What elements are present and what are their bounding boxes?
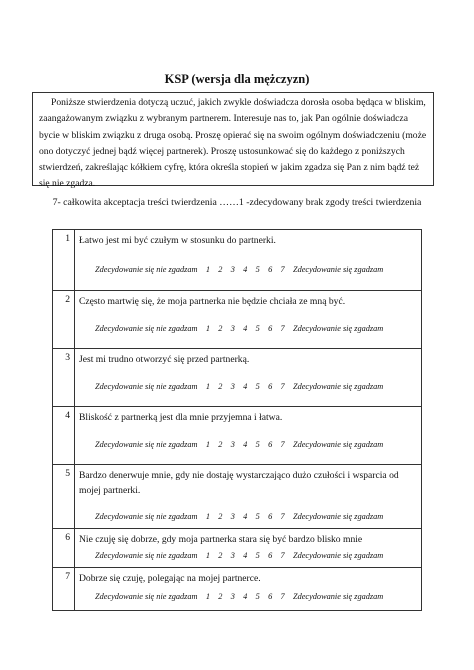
document-title: KSP (wersja dla mężczyzn) [164,72,310,86]
item-cell [75,349,422,407]
response-scale[interactable]: Zdecydowanie się nie zgadzam 1 2 3 4 5 6 7 Zdecydowanie się zgadzam [95,265,384,274]
item-statement: Bardzo denerwuje mnie, gdy nie dostaję wystarczająco dużo czułości i wsparcia od mojej partnerki. [79,470,399,496]
item-statement: Łatwo jest mi być czułym w stosunku do partnerki. [79,235,276,246]
response-scale[interactable]: Zdecydowanie się nie zgadzam 1 2 3 4 5 6 7 Zdecydowanie się zgadzam [95,324,384,333]
response-scale[interactable]: Zdecydowanie się nie zgadzam 1 2 3 4 5 6 7 Zdecydowanie się zgadzam [95,592,384,601]
table-row [53,291,422,349]
item-statement: Jest mi trudno otworzyć się przed partnerką. [79,354,250,365]
table-row [53,568,422,611]
item-statement: Nie czuję się dobrze, gdy moja partnerka stara się być bardzo blisko mnie [79,534,363,545]
item-number: 4 [53,407,75,465]
item-statement: Bliskość z partnerką jest dla mnie przyjemna i łatwa. [79,412,283,423]
table-row [53,529,422,568]
item-cell [75,407,422,465]
item-statement: Często martwię się, że moja partnerka nie będzie chciała ze mną być. [79,296,346,307]
questionnaire-table [52,229,422,611]
item-cell [75,230,422,291]
scale-legend: 7- całkowita akceptacja treści twierdzenia ……1 -zdecydowany brak zgody treści twierdzenia [52,197,422,208]
item-cell [75,291,422,349]
response-scale[interactable]: Zdecydowanie się nie zgadzam 1 2 3 4 5 6 7 Zdecydowanie się zgadzam [95,440,384,449]
item-cell [75,568,422,611]
instructions-box: Poniższe stwierdzenia dotyczą uczuć, jakich zwykle doświadcza dorosła osoba będąca w bliskim, zaangażowanym związku z wybranym partnerem. Interesuje nas to, jak Pan ogólnie doświadcza bycie w bliskim związku z druga osobą. Proszę opierać się na swoim ogólnym doświadczeniu (może ono dotyczyć jednej bądź więcej partnerek). Proszę ustosunkować się do każdego z poniższych stwierdzeń, zakreślając kółkiem cyfrę, która określa stopień w jakim zgadza się Pan z nim bądź też się nie zgadza. [32,92,434,186]
table-row [53,407,422,465]
table-row [53,349,422,407]
response-scale[interactable]: Zdecydowanie się nie zgadzam 1 2 3 4 5 6 7 Zdecydowanie się zgadzam [95,551,384,560]
response-scale[interactable]: Zdecydowanie się nie zgadzam 1 2 3 4 5 6 7 Zdecydowanie się zgadzam [95,512,384,521]
item-number: 6 [53,529,75,568]
response-scale[interactable]: Zdecydowanie się nie zgadzam 1 2 3 4 5 6 7 Zdecydowanie się zgadzam [95,382,384,391]
item-number: 3 [53,349,75,407]
item-cell [75,465,422,529]
item-number: 7 [53,568,75,611]
item-number: 2 [53,291,75,349]
item-statement: Dobrze się czuję, polegając na mojej partnerce. [79,573,261,584]
table-row [53,465,422,529]
item-number: 1 [53,230,75,291]
item-cell [75,529,422,568]
item-number: 5 [53,465,75,529]
table-row [53,230,422,291]
